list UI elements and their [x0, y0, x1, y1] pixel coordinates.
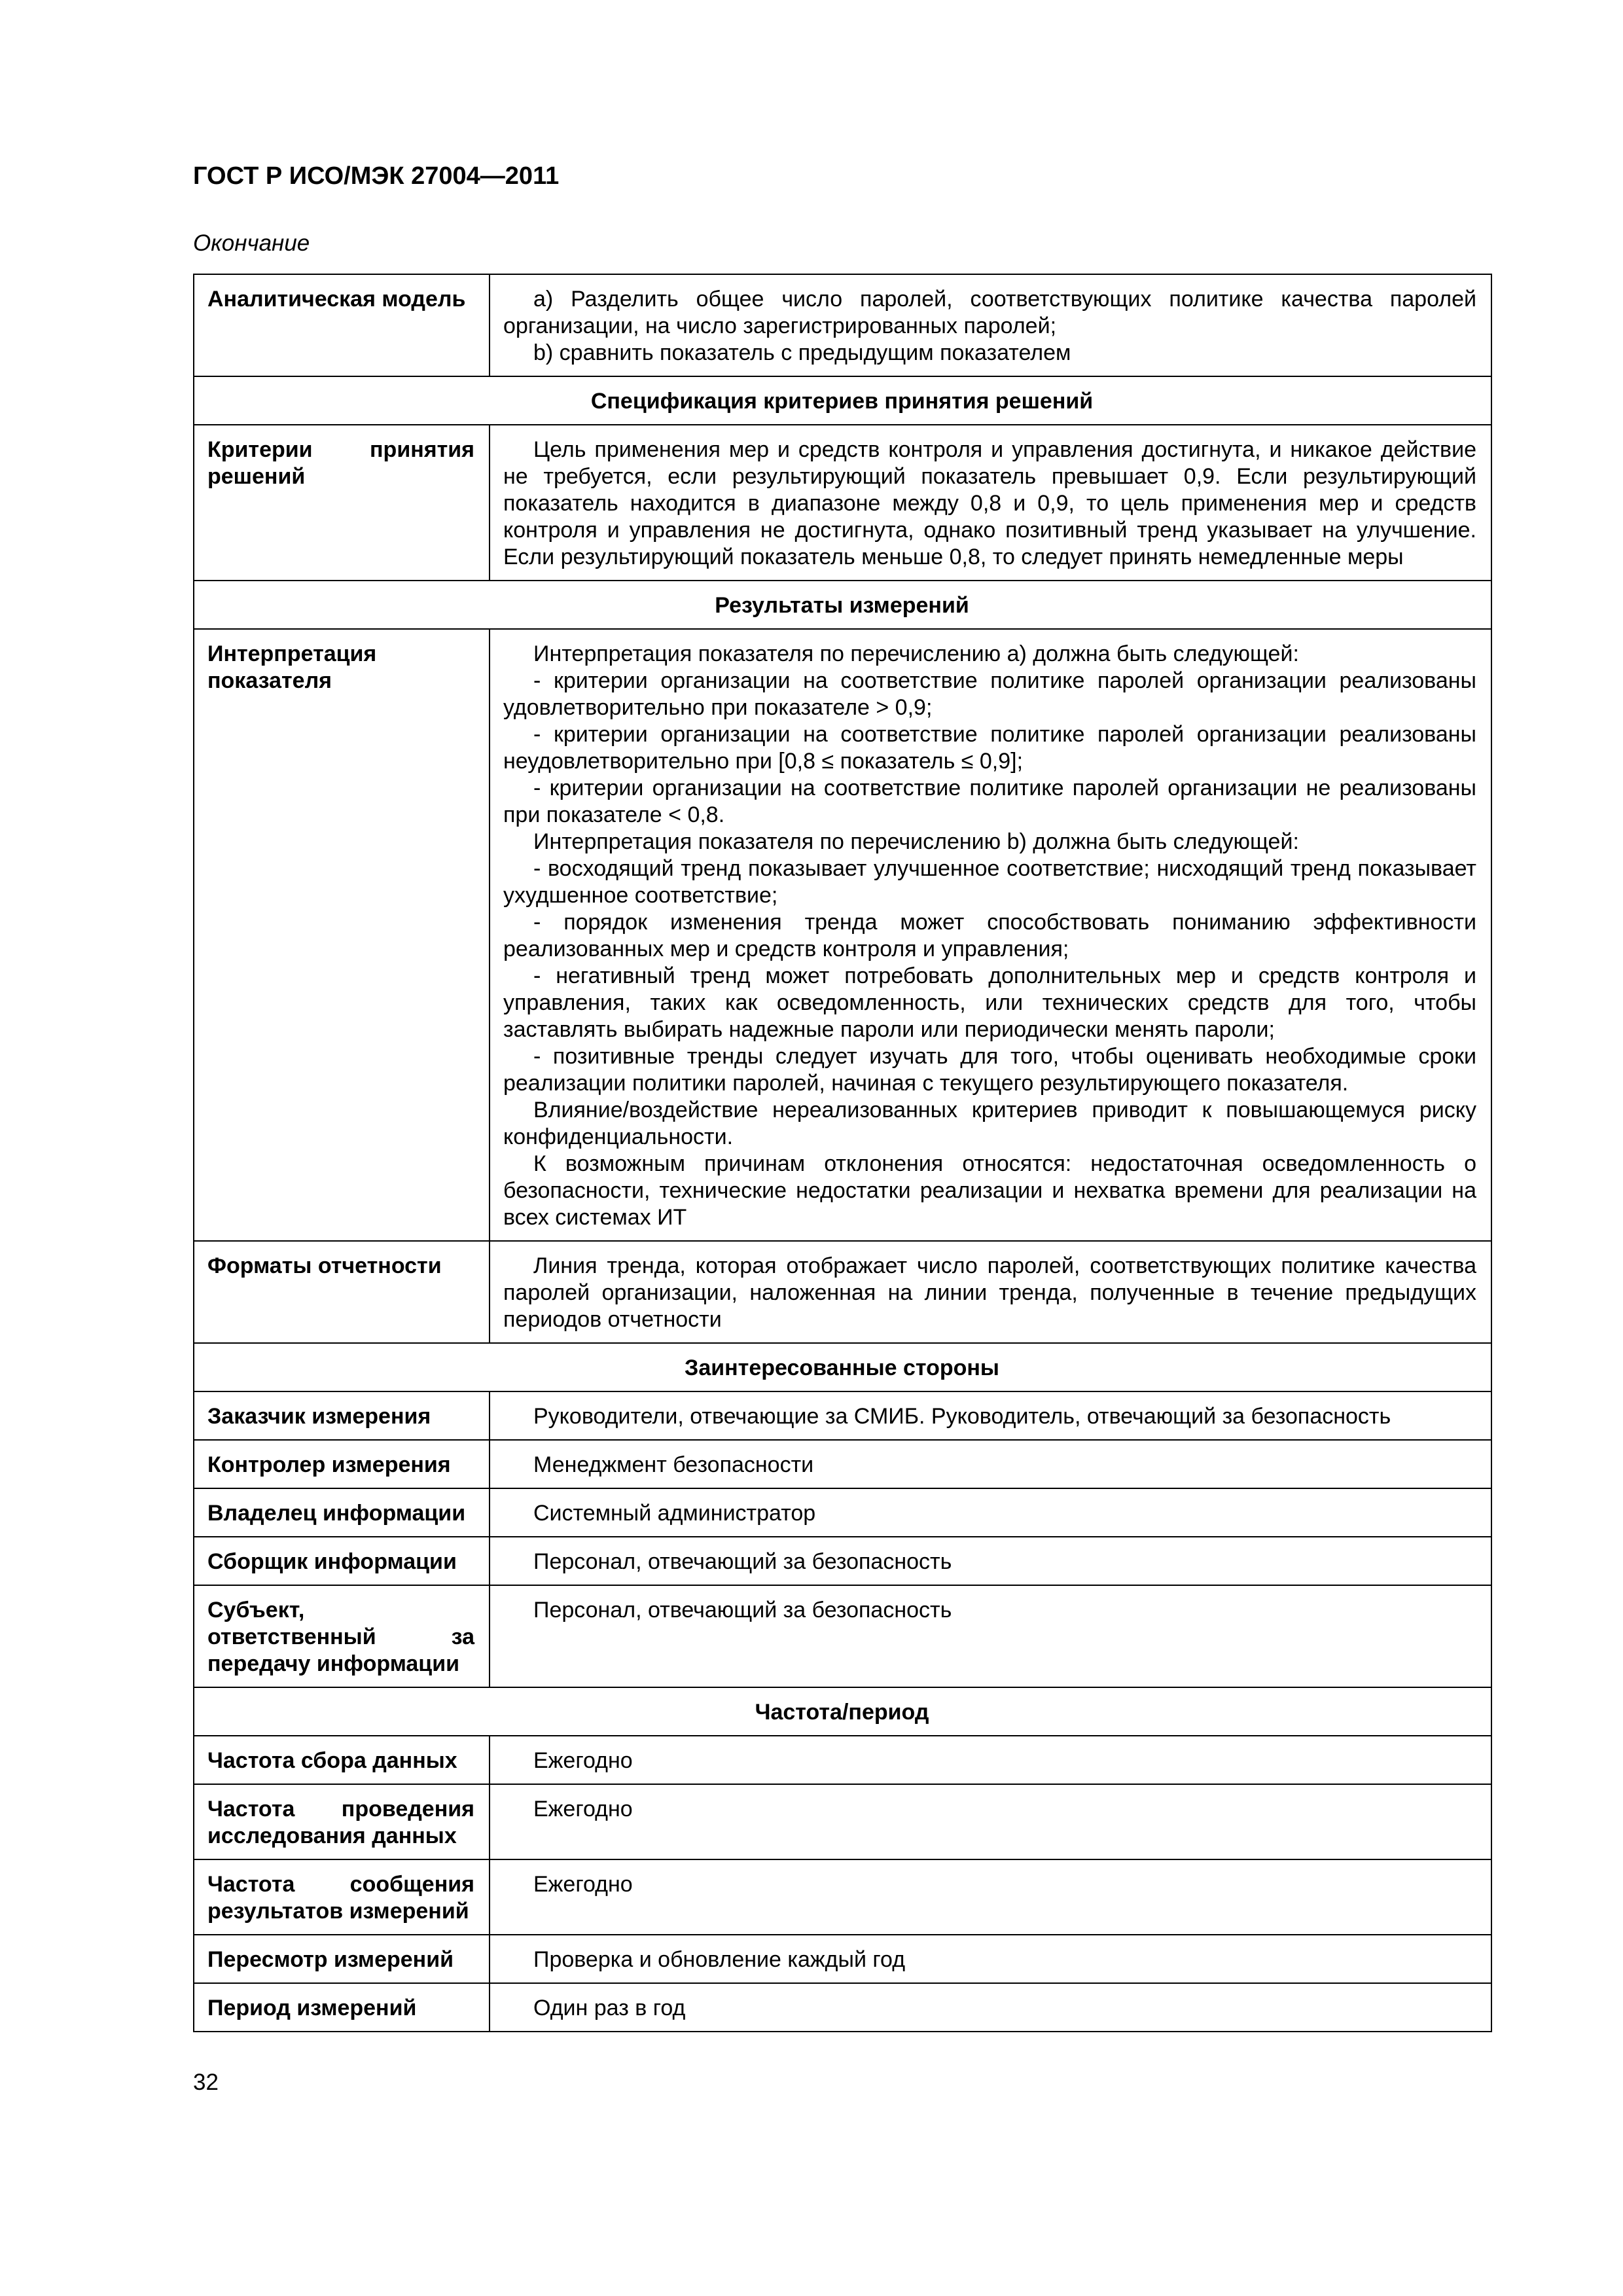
paragraph: Интерпретация показателя по перечислению b) должна быть следующей:	[533, 829, 1299, 854]
section-heading: Результаты измерений	[194, 581, 1491, 629]
table-row	[194, 274, 1491, 376]
row-label: Заказчик измерения	[194, 1391, 490, 1440]
row-label: Аналитическая модель	[194, 274, 490, 376]
section-row	[194, 1343, 1491, 1391]
row-label: Интерпретация показателя	[194, 629, 490, 1241]
row-label: Пересмотр измерений	[194, 1935, 490, 1983]
paragraph: Ежегодно	[533, 1797, 633, 1821]
list-item: b) сравнить показатель с предыдущим показателем	[533, 340, 1071, 365]
row-label: Частота сообщения результатов измерений	[194, 1859, 490, 1935]
table-row	[194, 1859, 1491, 1935]
row-label: Субъект, ответственный за передачу информации	[194, 1585, 490, 1687]
measurement-table	[193, 274, 1492, 2032]
list-item: - критерии организации на соответствие политике паролей организации реализованы неудовлетворительно при [0,8 ≤ показатель ≤ 0,9];	[503, 722, 1476, 774]
section-row	[194, 376, 1491, 425]
row-value	[490, 1537, 1491, 1585]
row-value	[490, 1488, 1491, 1537]
section-row	[194, 1687, 1491, 1736]
table-row	[194, 1935, 1491, 1983]
table-row	[194, 1391, 1491, 1440]
row-label: Частота проведения исследования данных	[194, 1784, 490, 1859]
list-item: - порядок изменения тренда может способствовать пониманию эффективности реализованных мер и средств контроля и управления;	[503, 910, 1476, 961]
paragraph: Ежегодно	[533, 1748, 633, 1773]
row-label: Контролер измерения	[194, 1440, 490, 1488]
row-value	[490, 1241, 1491, 1343]
row-label: Сборщик информации	[194, 1537, 490, 1585]
table-row	[194, 1585, 1491, 1687]
row-value	[490, 1736, 1491, 1784]
page-number: 32	[193, 2070, 219, 2095]
table-row	[194, 1736, 1491, 1784]
paragraph: Ежегодно	[533, 1872, 633, 1897]
section-heading: Спецификация критериев принятия решений	[194, 376, 1491, 425]
continuation-label: Окончание	[193, 230, 310, 256]
row-label: Владелец информации	[194, 1488, 490, 1537]
row-label: Форматы отчетности	[194, 1241, 490, 1343]
paragraph: Системный администратор	[533, 1501, 816, 1526]
paragraph: Руководители, отвечающие за СМИБ. Руководитель, отвечающий за безопасность	[533, 1404, 1391, 1429]
row-label: Период измерений	[194, 1983, 490, 2032]
table-row	[194, 1488, 1491, 1537]
row-label: Критерии принятия решений	[194, 425, 490, 581]
paragraph: Влияние/воздействие нереализованных критериев приводит к повышающемуся риску конфиденциальности.	[503, 1098, 1476, 1149]
paragraph: Персонал, отвечающий за безопасность	[533, 1549, 952, 1574]
list-item: - критерии организации на соответствие политике паролей организации реализованы удовлетворительно при показателе > 0,9;	[503, 668, 1476, 720]
row-value	[490, 1585, 1491, 1687]
section-heading: Частота/период	[194, 1687, 1491, 1736]
table-row	[194, 1784, 1491, 1859]
row-value	[490, 425, 1491, 581]
row-value	[490, 1859, 1491, 1935]
paragraph: Линия тренда, которая отображает число паролей, соответствующих политике качества паролей организации, наложенная на линии тренда, полученные в течение предыдущих периодов отчетности	[503, 1253, 1476, 1332]
row-value	[490, 1391, 1491, 1440]
table-row	[194, 425, 1491, 581]
table-row	[194, 1440, 1491, 1488]
table-row	[194, 1537, 1491, 1585]
paragraph: Цель применения мер и средств контроля и управления достигнута, и никакое действие не требуется, если результирующий показатель превышает 0,9. Если результирующий показатель находится в диапазоне между 0,8 и 0,9, то цель применения мер и средств контроля и управления не достигнута, однако позитивный тренд указывает на улучшение. Если результирующий показатель меньше 0,8, то следует принять немедленные меры	[503, 437, 1476, 569]
row-value	[490, 1983, 1491, 2032]
list-item: - негативный тренд может потребовать дополнительных мер и средств контроля и управления, таких как осведомленность, или технических средств для того, чтобы заставлять выбирать надежные пароли или периодически менять пароли;	[503, 963, 1476, 1042]
paragraph: К возможным причинам отклонения относятся: недостаточная осведомленность о безопасности, технические недостатки реализации и нехватка времени для реализации на всех системах ИТ	[503, 1151, 1476, 1230]
list-item: a) Разделить общее число паролей, соответствующих политике качества паролей организации, на число зарегистрированных паролей;	[503, 287, 1476, 338]
list-item: - восходящий тренд показывает улучшенное соответствие; нисходящий тренд показывает ухудшенное соответствие;	[503, 856, 1476, 908]
paragraph: Менеджмент безопасности	[533, 1452, 814, 1477]
paragraph: Персонал, отвечающий за безопасность	[533, 1598, 952, 1623]
paragraph: Один раз в год	[533, 1996, 686, 2020]
section-heading: Заинтересованные стороны	[194, 1343, 1491, 1391]
row-value	[490, 1784, 1491, 1859]
paragraph: Интерпретация показателя по перечислению a) должна быть следующей:	[533, 641, 1299, 666]
row-label: Частота сбора данных	[194, 1736, 490, 1784]
document-title: ГОСТ Р ИСО/МЭК 27004—2011	[193, 162, 560, 190]
row-value	[490, 1440, 1491, 1488]
table-row	[194, 629, 1491, 1241]
table-row	[194, 1241, 1491, 1343]
list-item: - критерии организации на соответствие политике паролей организации не реализованы при показателе < 0,8.	[503, 776, 1476, 827]
table-row	[194, 1983, 1491, 2032]
paragraph: Проверка и обновление каждый год	[533, 1947, 906, 1972]
row-value	[490, 629, 1491, 1241]
row-value	[490, 274, 1491, 376]
section-row	[194, 581, 1491, 629]
list-item: - позитивные тренды следует изучать для того, чтобы оценивать необходимые сроки реализации политики паролей, начиная с текущего результирующего показателя.	[503, 1044, 1476, 1096]
row-value	[490, 1935, 1491, 1983]
